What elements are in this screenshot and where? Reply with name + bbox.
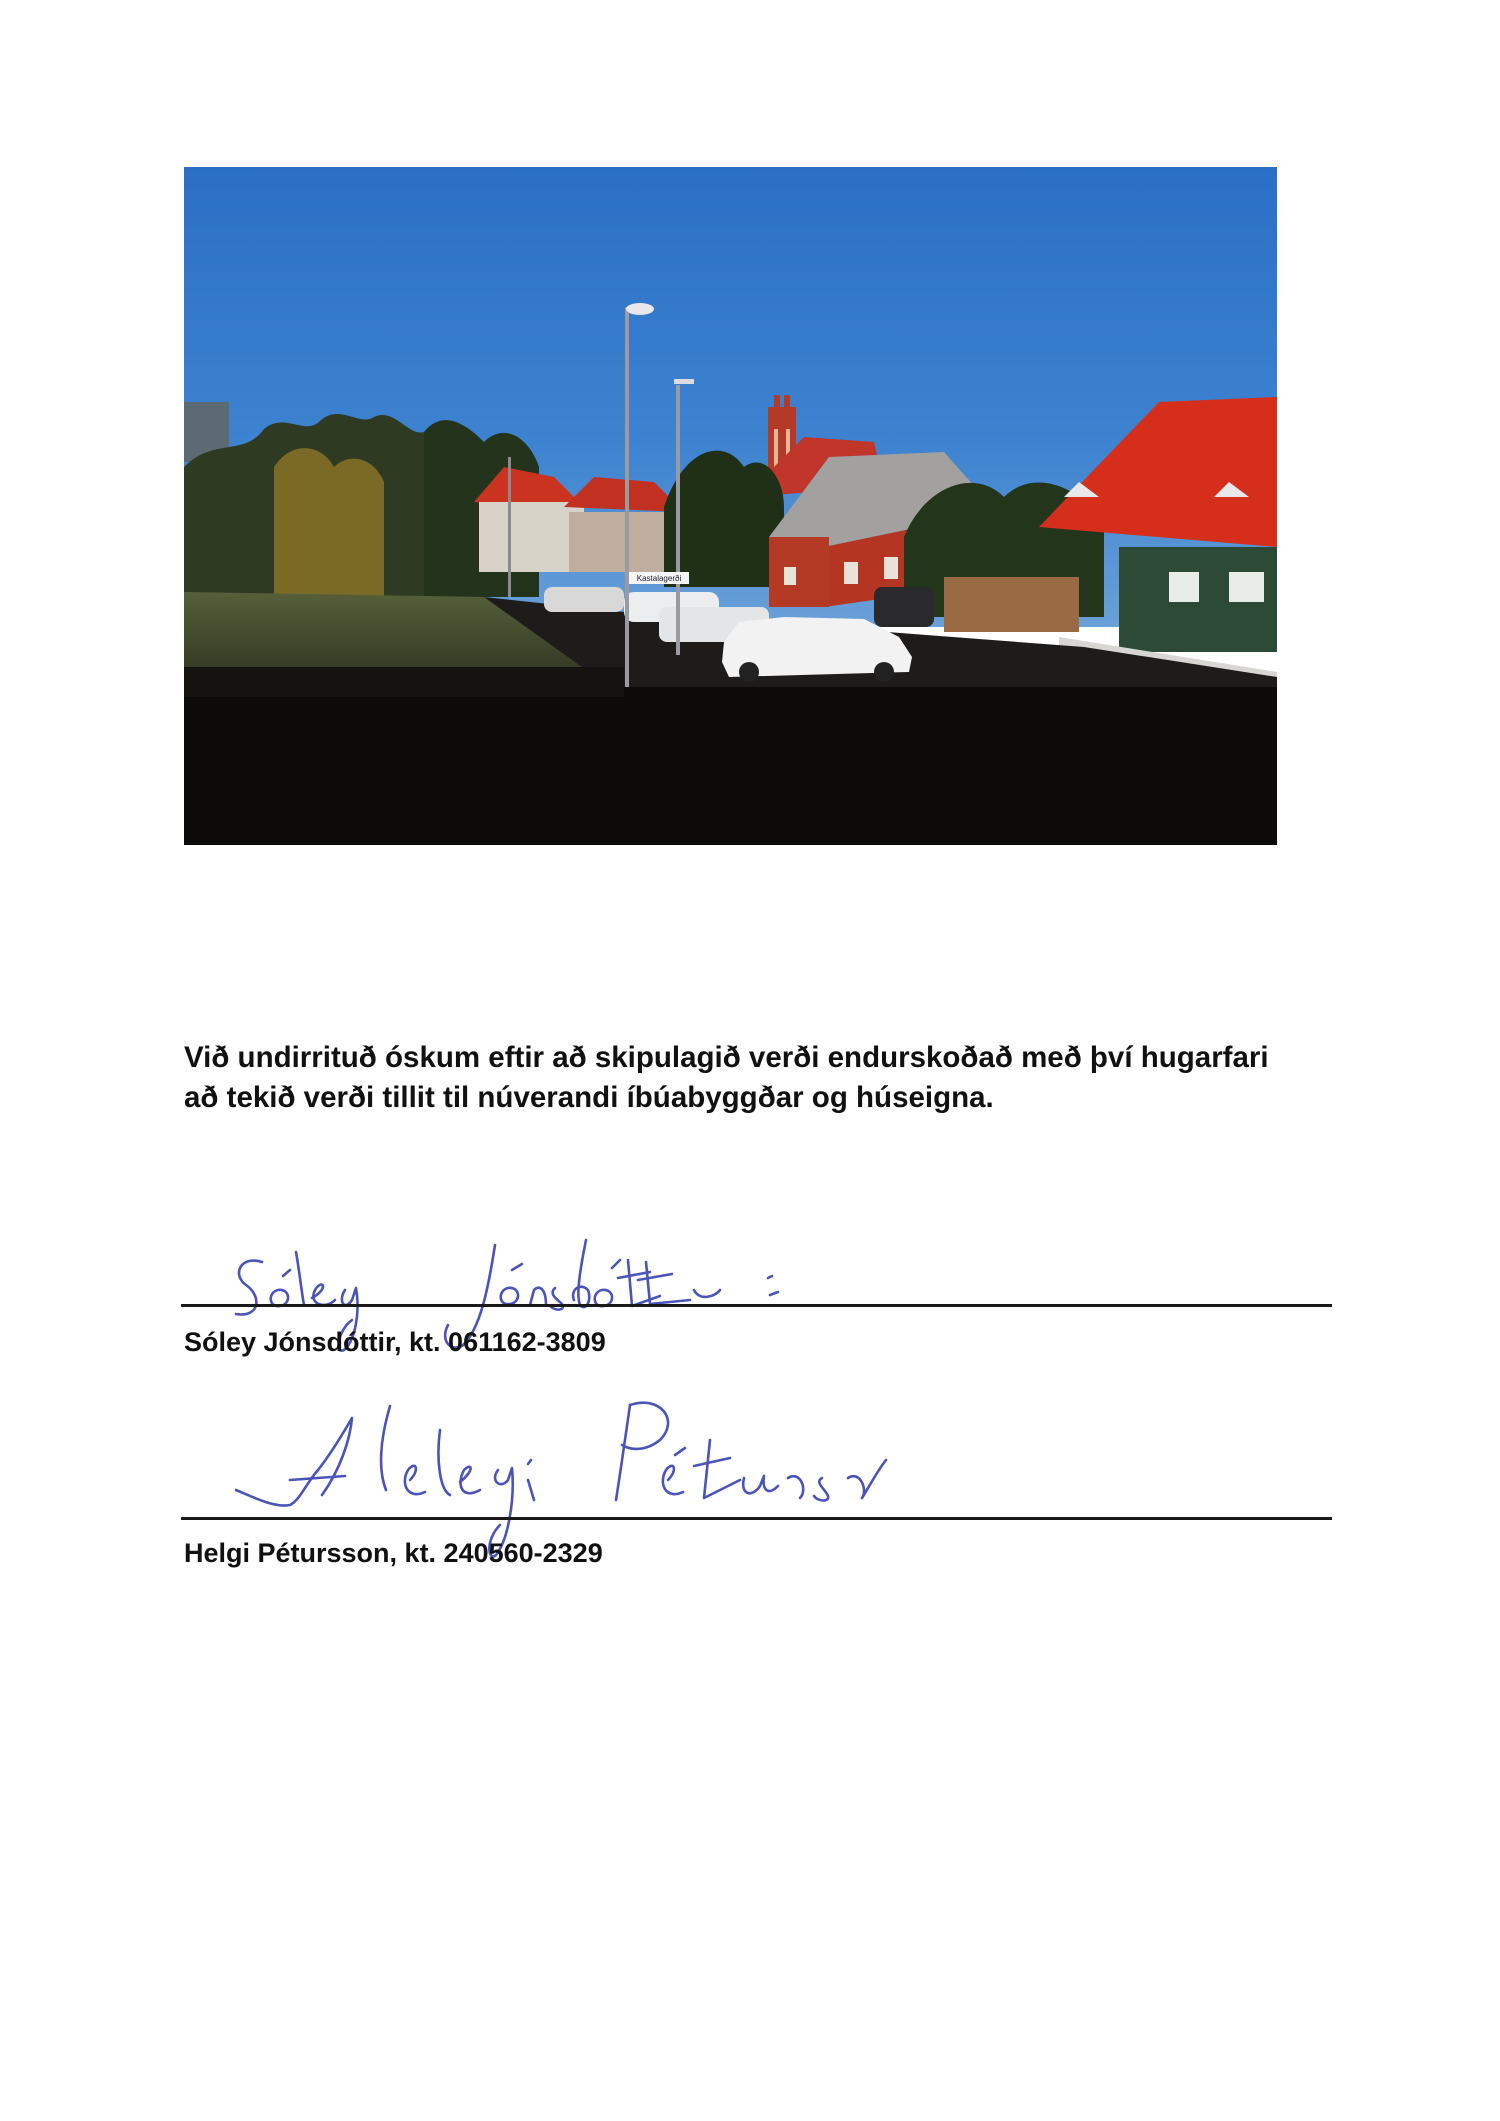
signature-line-1 bbox=[181, 1304, 1332, 1307]
dark-foreground bbox=[184, 687, 1277, 845]
statement-line-2: að tekið verði tillit til núverandi íbúabyggðar og húseigna. bbox=[184, 1081, 994, 1114]
signature-line-2 bbox=[181, 1517, 1332, 1520]
signer-label-2: Helgi Pétursson, kt. 240560-2329 bbox=[184, 1538, 603, 1568]
statement-line-1: Við undirrituð óskum eftir að skipulagið verði endurskoðað með því hugarfari bbox=[184, 1041, 1269, 1074]
street-lamp bbox=[625, 307, 629, 707]
street-sign-text: Kastalagerði bbox=[636, 574, 682, 583]
handwritten-signature-helgi bbox=[236, 1403, 886, 1557]
wooden-fence bbox=[944, 577, 1079, 632]
parked-car bbox=[544, 587, 624, 612]
statement-text bbox=[184, 1038, 1324, 1118]
signer-label-1: Sóley Jónsdóttir, kt. 061162-3809 bbox=[184, 1327, 606, 1357]
neighborhood-photo bbox=[184, 167, 1277, 845]
